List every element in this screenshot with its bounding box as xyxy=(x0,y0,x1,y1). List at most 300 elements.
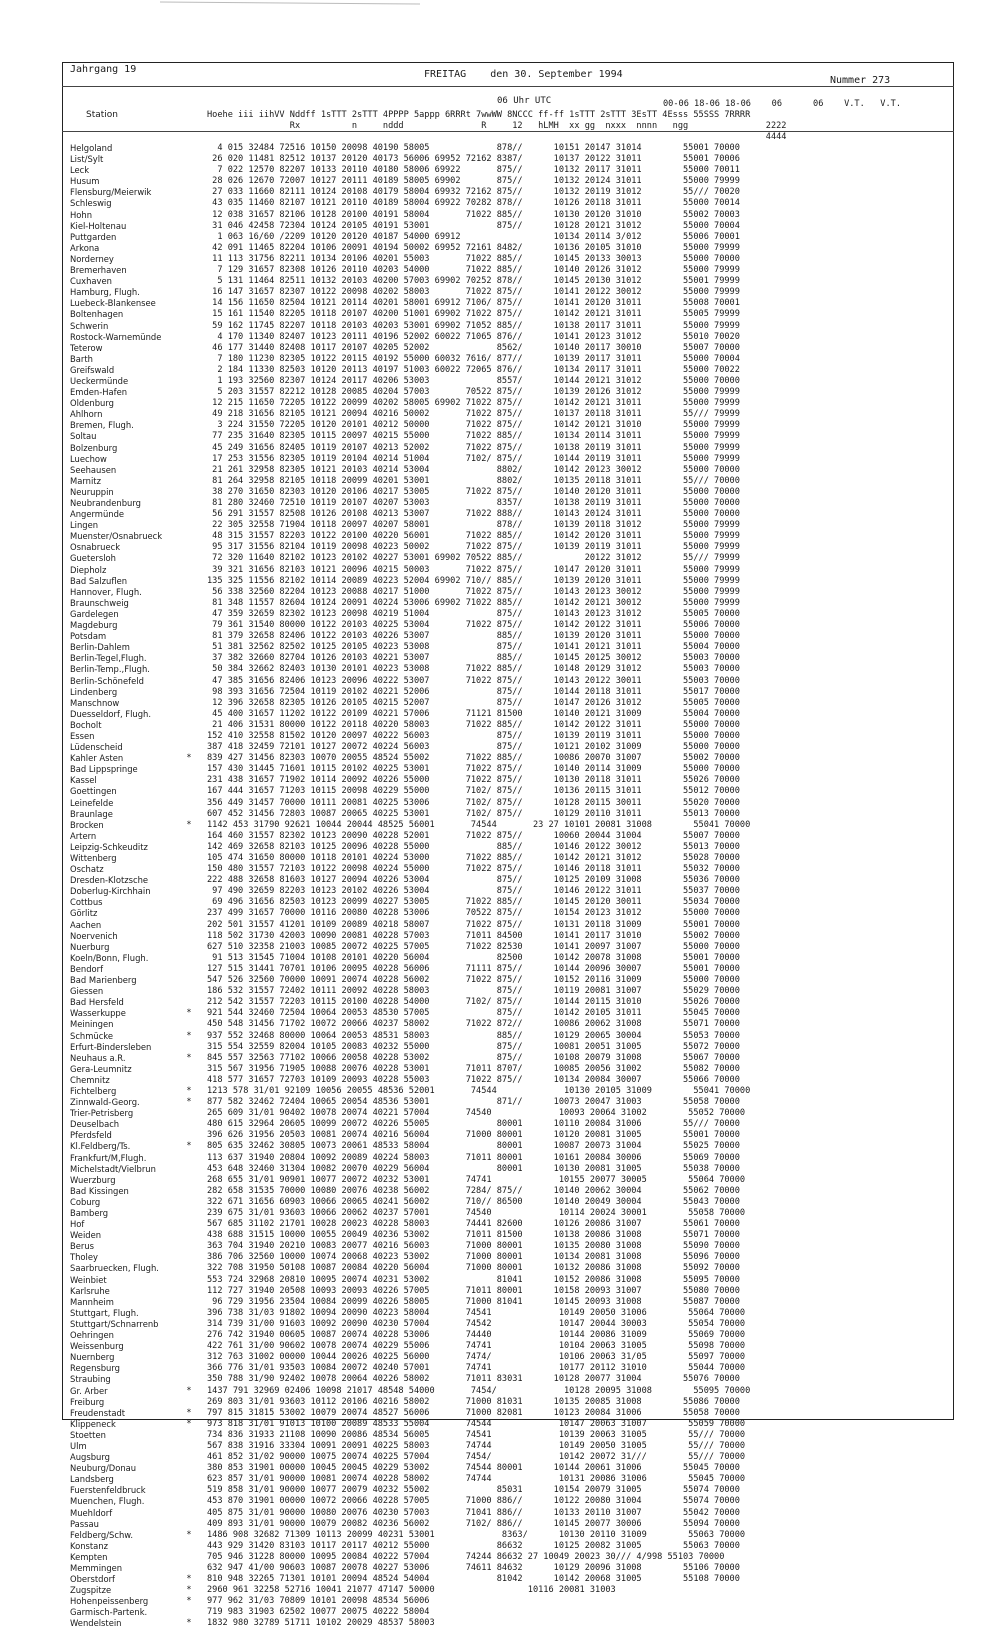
station-name: Oehringen xyxy=(70,1330,114,1341)
mountain-station-mark xyxy=(184,276,194,287)
observation-row: 418 577 31657 72703 10109 20093 40228 55003 71022 875// 10134 20084 30007 55066 70000 xyxy=(207,1074,740,1085)
observation-row: 37 382 32660 82704 10126 20103 40221 53007 885// 10145 20125 30012 55003 70000 xyxy=(207,653,740,664)
station-name: Aachen xyxy=(70,919,102,930)
mountain-station-mark xyxy=(184,187,194,198)
observation-row: 48 315 31557 82203 10122 20100 40220 56001 71022 885// 10142 20120 31011 55000 79999 xyxy=(207,531,740,542)
observation-row: 322 671 31656 60903 10066 20065 40241 56002 710// 86500 10140 20049 30004 55043 70000 xyxy=(207,1196,740,1207)
mountain-station-mark xyxy=(184,908,194,919)
observation-row: 719 983 31903 62502 10077 20075 40222 58004 xyxy=(207,1607,642,1618)
station-name: Chemnitz xyxy=(70,1074,110,1085)
mountain-station-mark xyxy=(184,1164,194,1175)
station-name: Erfurt-Bindersleben xyxy=(70,1041,152,1052)
station-name: Wendelstein xyxy=(70,1618,122,1629)
mountain-station-mark xyxy=(184,975,194,986)
station-name: Feldberg/Schw. xyxy=(70,1529,134,1540)
station-name: Trier-Petrisberg xyxy=(70,1108,134,1119)
mountain-station-mark xyxy=(184,731,194,742)
mountain-station-mark: * xyxy=(186,1030,192,1041)
station-name: Angermünde xyxy=(70,509,125,520)
observation-row: 973 818 31/01 91013 10100 20089 48533 55004 74544 10147 20063 31007 55059 70000 xyxy=(207,1418,746,1429)
mountain-station-mark xyxy=(184,1241,194,1252)
period-group-heading: 00-06 18-06 18-06 06 06 V.T. V.T. xyxy=(663,99,901,109)
mountain-station-mark xyxy=(184,676,194,687)
observation-row: 450 548 31456 71702 10072 20066 40237 58002 71022 872// 10086 20062 31008 55071 70000 xyxy=(207,1019,740,1030)
station-name: Luebeck-Blankensee xyxy=(70,298,156,309)
station-name: Görlitz xyxy=(70,908,98,919)
station-name: Kempten xyxy=(70,1551,108,1562)
station-name: Konstanz xyxy=(70,1540,108,1551)
station-name: Brocken xyxy=(70,819,104,830)
station-name: Ueckermünde xyxy=(70,375,129,386)
mountain-station-mark xyxy=(184,1541,194,1552)
observation-row: 47 385 31656 82406 10123 20096 40222 53007 71022 875// 10143 20122 30011 55003 70000 xyxy=(207,675,740,686)
station-name: Karlsruhe xyxy=(70,1285,110,1296)
station-name: Meiningen xyxy=(70,1019,114,1030)
observation-row: 380 853 31901 00000 10045 20045 40229 53002 74544 80001 10144 20061 31006 55045 70000 xyxy=(207,1463,740,1474)
station-name: Giessen xyxy=(70,986,104,997)
observation-row: 1832 980 32789 51711 10102 20029 48537 58003 xyxy=(207,1618,647,1629)
station-name: Dresden-Klotzsche xyxy=(70,875,149,886)
observation-row: 519 858 31/01 90000 10077 20079 40232 55002 85031 10154 20079 31005 55074 70000 xyxy=(207,1485,740,1496)
station-name: Rostock-Warnemünde xyxy=(70,331,162,342)
mountain-station-mark xyxy=(184,431,194,442)
station-name: Marnitz xyxy=(70,475,101,486)
mountain-station-mark: * xyxy=(186,1574,192,1585)
mountain-station-mark xyxy=(184,1230,194,1241)
observation-row: 409 893 31/01 90000 10079 20082 40236 56002 7102/ 886// 10145 20077 30006 55094 70000 xyxy=(207,1518,740,1529)
mountain-station-mark xyxy=(184,720,194,731)
mountain-station-mark xyxy=(184,176,194,187)
observation-row: 22 305 32558 71904 10118 20097 40207 58001 878// 10139 20118 31012 55000 79999 xyxy=(207,520,740,531)
mountain-station-mark-column xyxy=(184,143,194,1630)
station-name: Neuhaus a.R. xyxy=(70,1052,126,1063)
station-name: Bamberg xyxy=(70,1208,109,1218)
observation-row: 405 875 31/01 90000 10080 20076 40230 57003 71041 886// 10133 20110 31007 55042 70000 xyxy=(207,1507,740,1518)
mountain-station-mark xyxy=(184,1341,194,1352)
observation-row: 105 474 31650 80000 10118 20101 40224 53000 71022 885// 10142 20121 31012 55028 70000 xyxy=(207,853,740,863)
station-name: Teterow xyxy=(70,342,103,353)
observation-row: 81 379 32658 82406 10122 20103 40226 53007 885// 10139 20120 31011 55000 70000 xyxy=(207,631,740,642)
station-name: Bremen, Flugh. xyxy=(70,420,134,431)
observation-row: 150 480 31557 72103 10122 20098 40224 55000 71022 875// 10146 20118 31011 55032 70000 xyxy=(207,864,740,875)
station-name: Lüdenscheid xyxy=(70,742,123,753)
mountain-station-mark xyxy=(184,764,194,775)
mountain-station-mark xyxy=(184,254,194,265)
station-name: Cuxhaven xyxy=(70,276,112,287)
station-name: Schleswig xyxy=(70,198,112,209)
station-name: Kl.Feldberg/Ts. xyxy=(70,1141,131,1152)
mountain-station-mark xyxy=(184,443,194,454)
mountain-station-mark xyxy=(184,198,194,209)
station-name: Kiel-Holtenau xyxy=(70,220,127,231)
mountain-station-mark xyxy=(184,1474,194,1485)
observation-row: 387 418 32459 72101 10127 20072 40224 56003 875// 10121 20102 31009 55000 70000 xyxy=(207,742,740,753)
station-name: Garmisch-Partenk. xyxy=(70,1607,148,1618)
mountain-station-mark xyxy=(184,221,194,232)
observation-row: 69 496 31656 82503 10123 20099 40227 53005 71022 885// 10145 20120 30011 55034 70000 xyxy=(207,897,740,908)
mountain-station-mark xyxy=(184,687,194,698)
mountain-station-mark xyxy=(184,531,194,542)
observation-row: 282 658 31535 70000 10080 20076 40238 56002 7284/ 875// 10140 20062 30004 55062 70000 xyxy=(207,1185,740,1196)
mountain-station-mark xyxy=(184,1263,194,1274)
mountain-station-mark xyxy=(184,1496,194,1507)
station-name: Essen xyxy=(70,730,95,741)
observation-row: 3 224 31550 72205 10120 20101 40212 50000 71022 875// 10142 20121 31010 55000 79999 xyxy=(207,420,740,431)
mountain-station-mark xyxy=(184,409,194,420)
station-name: Flensburg/Meierwik xyxy=(70,187,152,198)
station-name: Hof xyxy=(70,1219,85,1230)
mountain-station-mark xyxy=(184,786,194,797)
mountain-station-mark xyxy=(184,1485,194,1496)
observation-row: 705 946 31228 80000 10095 20084 40222 57004 74244 86632 27 10049 20023 30/// 4/998 55103 70000 xyxy=(207,1551,725,1562)
station-name: Neuburg/Donau xyxy=(70,1463,137,1474)
observation-row: 45 249 31656 82405 10119 20107 40213 52002 71022 875// 10138 20119 31011 55000 79999 xyxy=(207,442,740,453)
station-name: Saarbruecken, Flugh. xyxy=(70,1263,159,1274)
station-name: Freiburg xyxy=(70,1396,105,1407)
observation-row: 453 648 32460 31304 10082 20070 40229 56004 80001 10130 20081 31005 55038 70000 xyxy=(207,1163,740,1174)
mountain-station-mark xyxy=(184,1563,194,1574)
mountain-station-mark xyxy=(184,332,194,343)
station-name: Memmingen xyxy=(70,1563,123,1573)
observation-row: 921 544 32460 72504 10064 20053 48530 57005 875// 10142 20105 31011 55045 70000 xyxy=(207,1008,740,1019)
observation-row: 839 427 31456 82303 10070 20055 48524 55002 71022 885// 10086 20070 31007 55002 70000 xyxy=(207,753,740,764)
station-name: Leinefelde xyxy=(70,797,114,808)
station-name: Weiden xyxy=(70,1230,102,1241)
station-name: Hohn xyxy=(70,209,93,220)
observation-row: 314 739 31/00 91603 10092 20090 40230 57004 74542 10147 20044 30003 55054 70000 xyxy=(207,1318,746,1329)
mountain-station-mark xyxy=(184,897,194,908)
mountain-station-mark xyxy=(184,387,194,398)
mountain-station-mark xyxy=(184,576,194,587)
mountain-station-mark xyxy=(184,1430,194,1441)
observation-row: 312 763 31002 00000 10044 20026 40225 56000 7474/ 10106 20063 31/05 55097 70000 xyxy=(207,1352,746,1363)
station-name: Lingen xyxy=(70,520,99,531)
station-name: Leipzig-Schkeuditz xyxy=(70,841,148,852)
observation-row: 50 384 32662 82403 10130 20101 40223 53008 71022 885// 10148 20129 31012 55003 70000 xyxy=(207,664,740,675)
observation-row: 118 502 31730 42003 10090 20081 40228 57003 71011 84500 10141 20117 31010 55002 70000 xyxy=(207,930,740,941)
mountain-station-mark xyxy=(184,664,194,675)
station-name: Augsburg xyxy=(70,1452,110,1463)
mountain-station-mark: * xyxy=(186,1008,192,1019)
mountain-station-mark xyxy=(184,964,194,975)
station-name: Hannover, Flugh. xyxy=(70,586,142,597)
observation-row: 38 270 31650 82303 10120 20106 40217 53005 71022 875// 10140 20120 31011 55000 70000 xyxy=(207,486,740,497)
mountain-station-mark xyxy=(184,553,194,564)
station-name: Deuselbach xyxy=(70,1119,120,1130)
mountain-station-mark xyxy=(184,653,194,664)
mountain-station-mark xyxy=(184,154,194,165)
mountain-station-mark: * xyxy=(186,1529,192,1540)
station-name: Straubing xyxy=(70,1374,111,1385)
station-name: Soltau xyxy=(70,431,97,442)
observation-row: 1 193 32560 82307 10124 20117 40206 53003 8557/ 10144 20121 31012 55000 70000 xyxy=(207,375,740,386)
station-name: Nuerburg xyxy=(70,941,110,952)
station-name: Fichtelberg xyxy=(70,1085,117,1096)
mountain-station-mark xyxy=(184,298,194,309)
mountain-station-mark: * xyxy=(186,1407,192,1418)
mountain-station-mark xyxy=(184,886,194,897)
station-name: Berlin-Schönefeld xyxy=(70,675,144,686)
observation-row: 363 704 31940 20210 10083 20077 40216 56003 71000 80001 10135 20080 31008 55090 70000 xyxy=(207,1241,740,1252)
observation-row: 45 400 31657 11202 10122 20109 40221 57006 71121 81500 10140 20121 31009 55004 70000 xyxy=(207,708,740,719)
station-name: Regensburg xyxy=(70,1363,120,1374)
observation-row: 39 321 31656 82103 10121 20096 40215 50003 71022 875// 10147 20120 31011 55000 79999 xyxy=(207,564,740,575)
mountain-station-mark xyxy=(184,1108,194,1119)
mountain-station-mark xyxy=(184,798,194,809)
mountain-station-mark xyxy=(184,942,194,953)
mountain-station-mark xyxy=(184,620,194,631)
observation-row: 356 449 31457 70000 10111 20081 40225 53006 7102/ 875// 10128 20115 30011 55020 70000 xyxy=(207,797,740,808)
station-name: Oberstdorf xyxy=(70,1574,115,1585)
observation-row: 810 948 32265 71301 10101 20094 48524 54004 81042 10142 20068 31005 55108 70000 xyxy=(207,1574,740,1585)
mountain-station-mark: * xyxy=(186,1085,192,1096)
station-name: Diepholz xyxy=(70,564,107,575)
mountain-station-mark: * xyxy=(186,1097,192,1108)
station-name: Boltenhagen xyxy=(70,309,124,320)
station-name: Neuruppin xyxy=(70,486,114,497)
observation-row: 937 552 32468 80000 10064 20053 48531 58003 885// 10129 20065 30004 55053 70000 xyxy=(207,1030,740,1041)
observation-row: 632 947 41/00 90603 10087 20078 40227 53006 74611 84632 10129 20096 31008 55106 70000 xyxy=(207,1563,740,1573)
observation-row: 51 381 32562 82502 10125 20105 40223 53008 875// 10141 20121 31011 55004 70000 xyxy=(207,642,740,653)
mountain-station-mark xyxy=(184,1330,194,1341)
station-name: Pferdsfeld xyxy=(70,1130,112,1141)
mountain-station-mark xyxy=(184,931,194,942)
station-name: Potsdam xyxy=(70,631,107,642)
observation-row: 350 788 31/90 92402 10078 20064 40226 58002 71011 83031 10128 20077 31004 55076 70000 xyxy=(207,1374,740,1385)
mountain-station-mark xyxy=(184,1130,194,1141)
observation-row: 164 460 31557 82302 10123 20090 40228 52001 71022 875// 10060 20044 31004 55007 70000 xyxy=(207,830,740,841)
station-name: Doberlug-Kirchhain xyxy=(70,886,151,897)
mountain-station-mark xyxy=(184,476,194,487)
mountain-station-mark xyxy=(184,165,194,176)
mountain-station-mark xyxy=(184,1075,194,1086)
mountain-station-mark xyxy=(184,565,194,576)
mountain-station-mark xyxy=(184,1275,194,1286)
observation-row: 17 253 31556 82305 10119 20104 40214 51004 7102/ 875// 10144 20119 31011 55000 79999 xyxy=(207,453,740,464)
mountain-station-mark xyxy=(184,1208,194,1219)
mountain-station-mark xyxy=(184,953,194,964)
station-name: Muenster/Osnabrueck xyxy=(70,531,163,542)
mountain-station-mark xyxy=(184,842,194,853)
observation-row: 56 291 31557 82508 10126 20108 40213 53007 71022 888// 10143 20124 31011 55000 70000 xyxy=(207,509,740,520)
station-name: Bad Marienberg xyxy=(70,975,137,986)
observation-row: 28 026 12670 72007 10127 20111 40189 58005 69902 875// 10132 20124 31011 55000 79999 xyxy=(207,176,740,187)
mountain-station-mark xyxy=(184,587,194,598)
observation-row: 167 444 31657 71203 10115 20098 40229 55000 7102/ 875// 10136 20115 31011 55012 70000 xyxy=(207,786,740,797)
observation-row: 269 803 31/01 93603 10112 20106 40216 58002 71000 81031 10135 20085 31008 55086 70000 xyxy=(207,1396,740,1407)
station-name: Passau xyxy=(70,1518,99,1529)
mountain-station-mark: * xyxy=(186,753,192,764)
mountain-station-mark xyxy=(184,465,194,476)
mountain-station-mark xyxy=(184,232,194,243)
mountain-station-mark xyxy=(184,853,194,864)
station-name: Wuerzburg xyxy=(70,1174,116,1185)
observation-row: 56 338 32560 82204 10123 20088 40217 51000 71022 875// 10143 20123 30012 55000 79999 xyxy=(207,586,740,597)
mountain-station-mark xyxy=(184,1197,194,1208)
observation-row: 366 776 31/01 93503 10084 20072 40240 57001 74741 10177 20112 31010 55044 70000 xyxy=(207,1363,746,1374)
observation-row: 202 501 31557 41201 10109 20089 40218 58007 71022 875// 10131 20118 31009 55001 70000 xyxy=(207,919,740,930)
mountain-station-mark xyxy=(184,809,194,820)
mountain-station-mark xyxy=(184,1607,194,1618)
observation-row: 11 113 31756 82211 10134 20106 40201 55003 71022 885// 10145 20133 30013 55000 70000 xyxy=(207,253,740,264)
observation-row: 396 626 31956 20503 10081 20074 40216 56004 71000 80001 10120 20081 31005 55001 70000 xyxy=(207,1130,740,1141)
station-name: Stoetten xyxy=(70,1429,106,1440)
mountain-station-mark xyxy=(184,210,194,221)
mountain-station-mark xyxy=(184,365,194,376)
station-name: Bremerhaven xyxy=(70,265,127,276)
observation-row: 47 359 32659 82302 10123 20098 40219 51004 875// 10143 20123 31012 55005 70000 xyxy=(207,608,740,619)
station-name: Helgoland xyxy=(70,143,113,153)
observation-row: 734 836 31933 21108 10090 20086 48534 56005 74541 10139 20063 31005 55/// 70000 xyxy=(207,1429,746,1440)
mountain-station-mark xyxy=(184,420,194,431)
observation-row: 186 532 31557 72402 10111 20092 40228 58003 875// 10119 20081 31007 55029 70000 xyxy=(207,986,740,997)
mountain-station-mark xyxy=(184,875,194,886)
station-name: Bad Kissingen xyxy=(70,1185,129,1196)
mountain-station-mark xyxy=(184,1363,194,1374)
header-rule-top xyxy=(62,86,954,87)
observation-row: 27 033 11660 82111 10124 20108 40179 58004 69932 72162 875// 10132 20119 31012 55/// 70020 xyxy=(207,187,740,198)
station-name: Kassel xyxy=(70,775,97,786)
observation-row: 396 738 31/03 91802 10094 20090 40223 58004 74541 10149 20050 31006 55064 70000 xyxy=(207,1307,746,1318)
station-name: Bendorf xyxy=(70,963,104,974)
station-name: Bocholt xyxy=(70,719,102,730)
station-name: Greifswald xyxy=(70,364,115,375)
observation-row: 877 582 32462 72404 10065 20054 48536 53001 871// 10073 20047 31003 55058 70000 xyxy=(207,1097,740,1108)
station-name: Braunschweig xyxy=(70,597,129,608)
observation-row: 461 852 31/02 90000 10075 20074 40225 57004 7454/ 10142 20072 31/// 55/// 70000 xyxy=(207,1452,746,1463)
mountain-station-mark xyxy=(184,1397,194,1408)
station-name: Klippeneck xyxy=(70,1418,116,1429)
observation-row: 21 261 32958 82305 10121 20103 40214 53004 8802/ 10142 20123 30012 55000 70000 xyxy=(207,464,740,475)
observation-row: 112 727 31940 20508 10093 20093 40226 57005 71011 80001 10158 20093 31007 55080 70000 xyxy=(207,1285,740,1296)
observation-row: 81 264 32958 82105 10118 20099 40201 53001 8802/ 10135 20118 31011 55/// 70000 xyxy=(207,475,740,486)
observation-row: 237 499 31657 70000 10116 20080 40228 53006 70522 875// 10154 20123 31012 55000 70000 xyxy=(207,908,740,919)
observation-row: 42 091 11465 82204 10106 20091 40194 50002 69952 72161 8482/ 10136 20105 31010 55000 79999 xyxy=(207,242,740,253)
mountain-station-mark xyxy=(184,542,194,553)
observation-row: 480 615 32964 20605 10099 20072 40226 55005 80001 10110 20084 31006 55/// 70000 xyxy=(207,1119,740,1130)
observation-row: 12 215 11650 72205 10122 20099 40202 58005 69902 71022 875// 10142 20121 31011 55000 79999 xyxy=(207,398,740,409)
station-name: Oschatz xyxy=(70,864,104,875)
mountain-station-mark xyxy=(184,520,194,531)
station-name: Kahler Asten xyxy=(70,753,124,764)
observation-row: 547 526 32560 70000 10091 20074 40228 56002 71022 875// 10152 20116 31009 55000 70000 xyxy=(207,975,740,986)
observation-row: 315 554 32559 82004 10105 20083 40232 55000 875// 10081 20051 31005 55072 70000 xyxy=(207,1041,740,1052)
mountain-station-mark xyxy=(184,1175,194,1186)
observation-row: 315 567 31956 71905 10088 20076 40228 53001 71011 8707/ 10085 20056 31002 55082 70000 xyxy=(207,1063,740,1074)
station-name: Norderney xyxy=(70,253,114,264)
station-name: Landsberg xyxy=(70,1474,114,1485)
observation-row: 12 396 32658 82305 10126 20105 40215 52007 875// 10147 20126 31012 55005 70000 xyxy=(207,697,740,708)
observation-row: 1 063 16/60 /2209 10120 20120 40187 54000 69912 10134 20114 3/012 55006 70001 xyxy=(207,231,740,242)
observation-data-column xyxy=(207,143,949,1630)
station-name: Mannheim xyxy=(70,1296,114,1307)
mountain-station-mark xyxy=(184,1463,194,1474)
station-name: Oldenburg xyxy=(70,398,114,409)
mountain-station-mark xyxy=(184,398,194,409)
observation-row: 845 557 32563 77102 10066 20058 40228 53002 875// 10108 20079 31008 55067 70000 xyxy=(207,1052,740,1063)
station-name: Zinnwald-Georg. xyxy=(70,1097,140,1108)
mountain-station-mark xyxy=(184,1019,194,1030)
observation-row: 98 393 31656 72504 10119 20102 40221 52006 875// 10144 20118 31011 55017 70000 xyxy=(207,686,740,697)
mountain-station-mark xyxy=(184,1374,194,1385)
observation-row: 77 235 31640 82305 10115 20097 40215 55000 71022 885// 10134 20114 31011 55000 79999 xyxy=(207,431,740,442)
station-name: Berlin-Dahlem xyxy=(70,642,130,653)
observation-row: 222 488 32658 81603 10127 20094 40226 53004 875// 10125 20109 31008 55036 70000 xyxy=(207,875,740,886)
observation-row: 627 510 32358 21003 10085 20072 40225 57005 71022 82530 10141 20097 31007 55000 70000 xyxy=(207,941,740,952)
mountain-station-mark xyxy=(184,509,194,520)
observation-row: 81 348 11557 82604 10124 20091 40224 53006 69902 71022 885// 10142 20121 30012 55000 79999 xyxy=(207,597,740,608)
station-name: Berlin-Tegel,Flugh. xyxy=(70,653,147,664)
observation-row: 21 406 31531 80000 10122 20118 40220 58003 71022 885// 10142 20122 31011 55000 70000 xyxy=(207,719,740,730)
station-name: Gardelegen xyxy=(70,608,119,619)
station-name: Magdeburg xyxy=(70,620,118,631)
observation-row: 386 706 32560 10000 10074 20068 40223 53002 71000 80001 10134 20081 31008 55096 70000 xyxy=(207,1252,740,1263)
mountain-station-mark xyxy=(184,321,194,332)
station-name: Cottbus xyxy=(70,897,103,908)
observation-row: 31 046 42458 72304 10124 20105 40191 53001 875// 10128 20121 31012 55000 70004 xyxy=(207,220,740,231)
station-name: Hamburg, Flugh. xyxy=(70,287,140,298)
observation-row: 1213 578 31/01 92109 10056 20055 48536 52001 74544 10130 20105 31009 55041 70000 xyxy=(207,1085,751,1096)
observation-row: 805 635 32462 30805 10073 20061 48533 58004 80001 10087 20073 31004 55025 70000 xyxy=(207,1141,740,1152)
station-name: Bad Salzuflen xyxy=(70,575,128,586)
station-name: Ulm xyxy=(70,1440,87,1451)
observation-row: 4 015 32484 72516 10150 20098 40190 58005 878// 10151 20147 31014 55001 70000 xyxy=(207,143,740,153)
mountain-station-mark: * xyxy=(186,819,192,830)
mountain-station-mark: * xyxy=(186,1418,192,1429)
observation-row: 453 870 31901 00000 10072 20066 40228 57005 71000 886// 10122 20080 31004 55074 70000 xyxy=(207,1496,740,1507)
mountain-station-mark xyxy=(184,487,194,498)
station-name: Weinbiet xyxy=(70,1274,107,1285)
mountain-station-mark xyxy=(184,642,194,653)
station-name: Luechow xyxy=(70,453,107,464)
code-column-subheadings: Rx n nddd R 12 hLMH xx gg nxxx nnnn ngg 2222 xyxy=(207,121,787,131)
station-name: Zugspitze xyxy=(70,1585,112,1596)
observation-row: 607 452 31456 72803 10087 20065 40225 53001 7102/ 875// 10129 20110 31011 55013 70000 xyxy=(207,808,740,819)
station-name: Coburg xyxy=(70,1196,101,1207)
observation-row: 15 161 11540 82205 10118 20107 40200 51001 69902 71022 875// 10142 20121 31011 55005 79999 xyxy=(207,309,740,320)
station-name: Bolzenburg xyxy=(70,442,118,453)
scan-edge-mark xyxy=(0,0,1000,10)
mountain-station-mark xyxy=(184,143,194,154)
mountain-station-mark xyxy=(184,265,194,276)
mountain-station-mark xyxy=(184,354,194,365)
station-name: Muenchen, Flugh. xyxy=(70,1496,145,1507)
station-name: Berus xyxy=(70,1241,95,1252)
mountain-station-mark xyxy=(184,698,194,709)
mountain-station-mark xyxy=(184,1042,194,1053)
mountain-station-mark xyxy=(184,1452,194,1463)
station-name: Nuernberg xyxy=(70,1352,115,1363)
observation-row: 212 542 31557 72203 10115 20100 40228 54000 7102/ 875// 10144 20115 31010 55026 70000 xyxy=(207,997,740,1008)
station-name: Osnabrueck xyxy=(70,542,121,553)
mountain-station-mark xyxy=(184,631,194,642)
observation-row: 567 838 31916 33304 10091 20091 40225 58003 74744 10149 20050 31005 55/// 70000 xyxy=(207,1440,746,1451)
code-column-subheadings-2: 4444 xyxy=(207,132,787,142)
station-name: Frankfurt/M,Flugh. xyxy=(70,1152,147,1163)
mountain-station-mark xyxy=(184,997,194,1008)
mountain-station-mark: * xyxy=(186,1585,192,1596)
mountain-station-mark xyxy=(184,243,194,254)
observation-row: 553 724 32968 20810 10095 20074 40231 53002 81041 10152 20086 31008 55095 70000 xyxy=(207,1274,740,1285)
date-label: FREITAG den 30. September 1994 xyxy=(424,69,623,80)
station-name: Husum xyxy=(70,176,100,187)
mountain-station-mark: * xyxy=(186,1596,192,1607)
station-name: Weissenburg xyxy=(70,1341,124,1352)
station-name: Fuerstenfeldbruck xyxy=(70,1485,146,1496)
observation-row: 977 962 31/03 70809 10101 20098 48534 56006 xyxy=(207,1596,642,1607)
observation-row: 4 170 11340 82407 10123 20111 40196 52002 60022 71065 876// 10141 20123 31012 55010 70020 xyxy=(207,331,740,342)
mountain-station-mark: * xyxy=(186,1052,192,1063)
